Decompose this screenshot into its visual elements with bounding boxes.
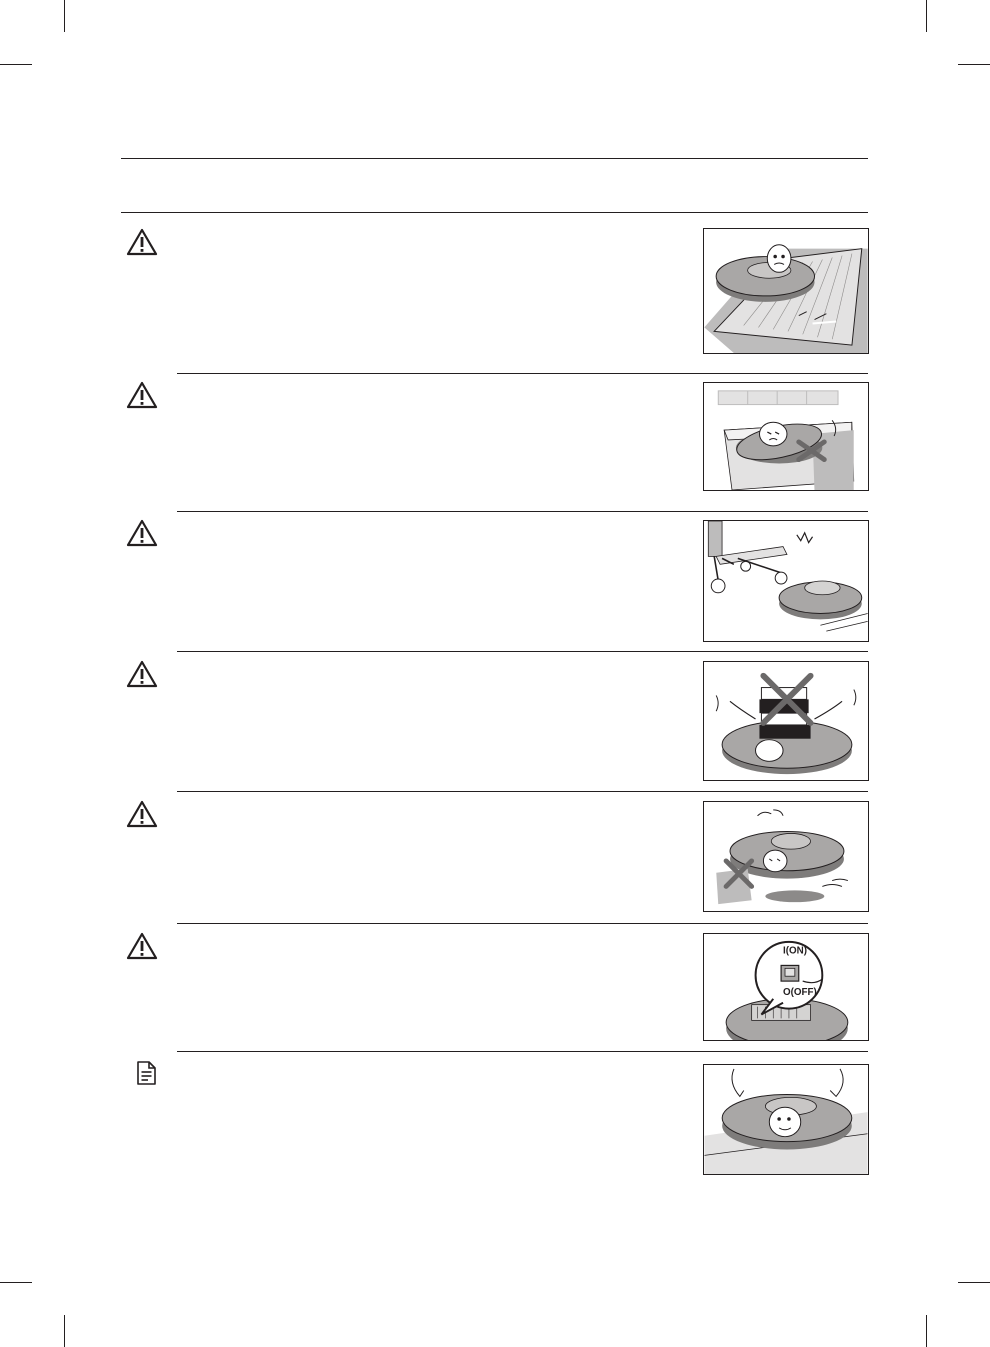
section-divider (177, 1051, 868, 1052)
illustration-robot-falling-off-table (703, 382, 869, 491)
illustration-robot-on-rug (703, 228, 869, 354)
note-document-icon (134, 1060, 158, 1086)
crop-mark (926, 1315, 927, 1347)
illustration-robot-power-switch (703, 933, 869, 1041)
illustration-robot-objects-on-top (703, 661, 869, 781)
section-divider (177, 651, 868, 652)
header-bottom-rule (121, 212, 868, 213)
crop-mark (64, 1315, 65, 1347)
illustration-robot-carried-by-hands (703, 1064, 869, 1175)
warning-triangle-icon (126, 660, 158, 688)
crop-mark (958, 64, 990, 65)
warning-triangle-icon (126, 932, 158, 960)
section-divider (177, 923, 868, 924)
crop-mark (0, 1282, 32, 1283)
section-divider (177, 373, 868, 374)
illustration-robot-wet-floor (703, 801, 869, 912)
illustration-robot-chair-legs (703, 520, 869, 642)
header-top-rule (121, 158, 868, 159)
crop-mark (926, 0, 927, 32)
section-divider (177, 791, 868, 792)
switch-on-label: I(ON) (783, 945, 808, 957)
warning-triangle-icon (126, 800, 158, 828)
crop-mark (64, 0, 65, 32)
header-title (121, 170, 868, 200)
crop-mark (958, 1282, 990, 1283)
section-divider (177, 511, 868, 512)
switch-off-label: O(OFF) (783, 986, 817, 998)
warning-triangle-icon (126, 381, 158, 409)
crop-mark (0, 64, 32, 65)
warning-triangle-icon (126, 228, 158, 256)
warning-triangle-icon (126, 519, 158, 547)
